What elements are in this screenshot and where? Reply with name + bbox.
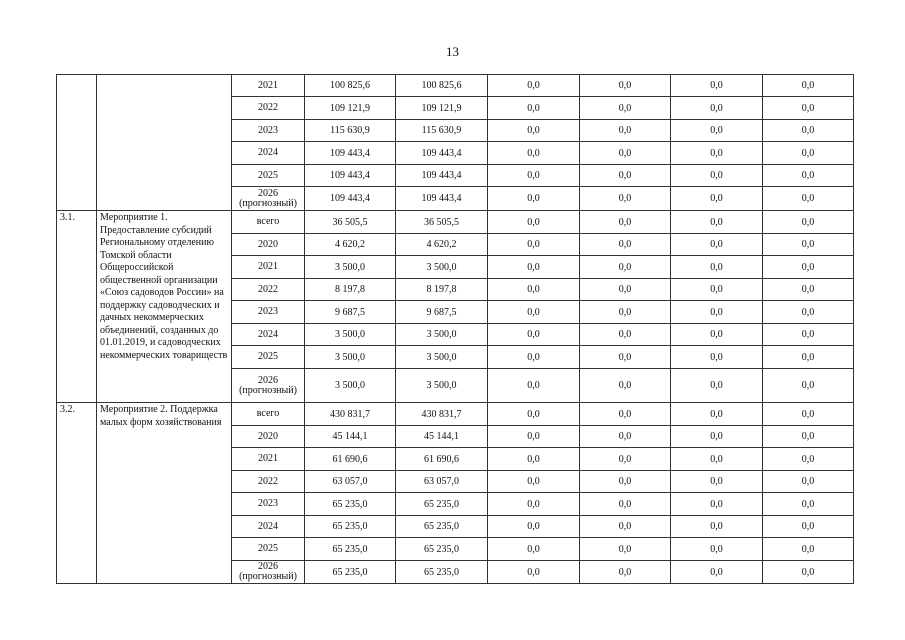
value-cell: 115 630,9 bbox=[396, 120, 488, 142]
value-cell: 0,0 bbox=[488, 211, 580, 234]
value-cell: 0,0 bbox=[488, 256, 580, 279]
table-row bbox=[57, 211, 854, 234]
year-cell: 2023 bbox=[232, 120, 305, 142]
value-cell: 0,0 bbox=[763, 426, 854, 448]
value-cell: 9 687,5 bbox=[305, 301, 396, 324]
value-cell: 0,0 bbox=[671, 369, 763, 403]
value-cell: 3 500,0 bbox=[305, 369, 396, 403]
value-cell: 3 500,0 bbox=[396, 324, 488, 346]
value-cell: 0,0 bbox=[488, 234, 580, 256]
value-cell: 109 121,9 bbox=[396, 97, 488, 120]
value-cell: 0,0 bbox=[671, 448, 763, 471]
year-cell: 2021 bbox=[232, 75, 305, 97]
value-cell: 3 500,0 bbox=[396, 256, 488, 279]
value-cell: 0,0 bbox=[671, 538, 763, 561]
year-cell: 2026 (прогнозный) bbox=[232, 369, 305, 403]
value-cell: 0,0 bbox=[671, 561, 763, 584]
value-cell: 0,0 bbox=[488, 142, 580, 165]
value-cell: 63 057,0 bbox=[396, 471, 488, 493]
value-cell: 36 505,5 bbox=[396, 211, 488, 234]
value-cell: 4 620,2 bbox=[305, 234, 396, 256]
value-cell: 0,0 bbox=[763, 187, 854, 211]
value-cell: 0,0 bbox=[580, 234, 671, 256]
value-cell: 3 500,0 bbox=[305, 324, 396, 346]
value-cell: 0,0 bbox=[488, 493, 580, 516]
year-cell: 2020 bbox=[232, 234, 305, 256]
value-cell: 65 235,0 bbox=[305, 516, 396, 538]
year-cell: 2022 bbox=[232, 471, 305, 493]
value-cell: 0,0 bbox=[580, 187, 671, 211]
value-cell: 0,0 bbox=[488, 516, 580, 538]
value-cell: 0,0 bbox=[488, 301, 580, 324]
value-cell: 45 144,1 bbox=[396, 426, 488, 448]
year-cell: 2024 bbox=[232, 516, 305, 538]
value-cell: 0,0 bbox=[671, 279, 763, 301]
value-cell: 0,0 bbox=[580, 301, 671, 324]
section-description bbox=[97, 75, 232, 211]
value-cell: 0,0 bbox=[763, 301, 854, 324]
value-cell: 0,0 bbox=[671, 324, 763, 346]
value-cell: 100 825,6 bbox=[396, 75, 488, 97]
value-cell: 0,0 bbox=[671, 403, 763, 426]
value-cell: 0,0 bbox=[488, 538, 580, 561]
value-cell: 109 443,4 bbox=[396, 165, 488, 187]
year-cell: 2025 bbox=[232, 346, 305, 369]
value-cell: 0,0 bbox=[763, 97, 854, 120]
section-code: 3.2. bbox=[57, 403, 97, 584]
value-cell: 0,0 bbox=[763, 471, 854, 493]
value-cell: 0,0 bbox=[671, 256, 763, 279]
year-cell: 2026 (прогнозный) bbox=[232, 561, 305, 584]
value-cell: 0,0 bbox=[763, 448, 854, 471]
value-cell: 0,0 bbox=[671, 493, 763, 516]
value-cell: 0,0 bbox=[580, 97, 671, 120]
year-cell: 2023 bbox=[232, 493, 305, 516]
value-cell: 0,0 bbox=[488, 279, 580, 301]
value-cell: 0,0 bbox=[671, 75, 763, 97]
value-cell: 45 144,1 bbox=[305, 426, 396, 448]
value-cell: 0,0 bbox=[580, 279, 671, 301]
value-cell: 0,0 bbox=[488, 324, 580, 346]
year-cell: всего bbox=[232, 211, 305, 234]
value-cell: 0,0 bbox=[580, 426, 671, 448]
value-cell: 0,0 bbox=[671, 187, 763, 211]
value-cell: 0,0 bbox=[763, 142, 854, 165]
value-cell: 3 500,0 bbox=[396, 346, 488, 369]
value-cell: 0,0 bbox=[488, 97, 580, 120]
section-description: Мероприятие 2. Поддержка малых форм хозяйствования bbox=[97, 403, 232, 584]
value-cell: 0,0 bbox=[671, 234, 763, 256]
value-cell: 0,0 bbox=[580, 538, 671, 561]
value-cell: 109 121,9 bbox=[305, 97, 396, 120]
table-row bbox=[57, 403, 854, 426]
value-cell: 0,0 bbox=[580, 369, 671, 403]
value-cell: 9 687,5 bbox=[396, 301, 488, 324]
value-cell: 0,0 bbox=[763, 493, 854, 516]
value-cell: 0,0 bbox=[580, 403, 671, 426]
value-cell: 0,0 bbox=[580, 142, 671, 165]
value-cell: 0,0 bbox=[763, 234, 854, 256]
value-cell: 100 825,6 bbox=[305, 75, 396, 97]
value-cell: 0,0 bbox=[763, 403, 854, 426]
value-cell: 0,0 bbox=[671, 471, 763, 493]
value-cell: 65 235,0 bbox=[305, 561, 396, 584]
value-cell: 109 443,4 bbox=[305, 142, 396, 165]
value-cell: 65 235,0 bbox=[305, 538, 396, 561]
table-row bbox=[57, 75, 854, 97]
value-cell: 0,0 bbox=[671, 426, 763, 448]
section-description: Мероприятие 1. Предоставление субсидий Региональному отделению Томской области Общероссийской общественной организации «Союз садоводов России» на поддержку садоводческих и дачных некоммерческих объединений, созданных до 01.01.2019, и садоводческих некоммерческих товариществ bbox=[97, 211, 232, 403]
value-cell: 0,0 bbox=[763, 346, 854, 369]
year-cell: 2021 bbox=[232, 448, 305, 471]
value-cell: 0,0 bbox=[580, 120, 671, 142]
value-cell: 0,0 bbox=[580, 211, 671, 234]
value-cell: 0,0 bbox=[763, 211, 854, 234]
value-cell: 0,0 bbox=[488, 403, 580, 426]
year-cell: 2025 bbox=[232, 165, 305, 187]
value-cell: 65 235,0 bbox=[305, 493, 396, 516]
value-cell: 0,0 bbox=[580, 561, 671, 584]
budget-table bbox=[56, 74, 854, 584]
value-cell: 430 831,7 bbox=[305, 403, 396, 426]
value-cell: 0,0 bbox=[763, 369, 854, 403]
value-cell: 61 690,6 bbox=[396, 448, 488, 471]
section-code: 3.1. bbox=[57, 211, 97, 403]
value-cell: 0,0 bbox=[671, 516, 763, 538]
value-cell: 0,0 bbox=[580, 448, 671, 471]
value-cell: 0,0 bbox=[488, 471, 580, 493]
table-body bbox=[57, 75, 854, 584]
year-cell: 2020 bbox=[232, 426, 305, 448]
value-cell: 0,0 bbox=[671, 97, 763, 120]
year-cell: 2025 bbox=[232, 538, 305, 561]
year-cell: 2022 bbox=[232, 97, 305, 120]
value-cell: 0,0 bbox=[580, 324, 671, 346]
value-cell: 0,0 bbox=[488, 426, 580, 448]
value-cell: 0,0 bbox=[671, 211, 763, 234]
value-cell: 0,0 bbox=[488, 187, 580, 211]
year-cell: 2024 bbox=[232, 142, 305, 165]
value-cell: 0,0 bbox=[580, 256, 671, 279]
value-cell: 0,0 bbox=[671, 142, 763, 165]
value-cell: 0,0 bbox=[488, 448, 580, 471]
value-cell: 0,0 bbox=[763, 538, 854, 561]
value-cell: 3 500,0 bbox=[396, 369, 488, 403]
value-cell: 0,0 bbox=[580, 516, 671, 538]
value-cell: 0,0 bbox=[763, 324, 854, 346]
value-cell: 0,0 bbox=[671, 165, 763, 187]
value-cell: 36 505,5 bbox=[305, 211, 396, 234]
value-cell: 0,0 bbox=[671, 346, 763, 369]
value-cell: 0,0 bbox=[488, 346, 580, 369]
value-cell: 0,0 bbox=[671, 120, 763, 142]
value-cell: 0,0 bbox=[488, 561, 580, 584]
value-cell: 63 057,0 bbox=[305, 471, 396, 493]
value-cell: 65 235,0 bbox=[396, 493, 488, 516]
value-cell: 0,0 bbox=[763, 75, 854, 97]
page-number: 13 bbox=[446, 44, 459, 59]
value-cell: 8 197,8 bbox=[305, 279, 396, 301]
year-cell: всего bbox=[232, 403, 305, 426]
value-cell: 0,0 bbox=[580, 471, 671, 493]
value-cell: 109 443,4 bbox=[396, 187, 488, 211]
value-cell: 0,0 bbox=[580, 493, 671, 516]
value-cell: 3 500,0 bbox=[305, 346, 396, 369]
value-cell: 0,0 bbox=[763, 279, 854, 301]
value-cell: 65 235,0 bbox=[396, 516, 488, 538]
value-cell: 0,0 bbox=[580, 75, 671, 97]
value-cell: 0,0 bbox=[763, 120, 854, 142]
year-cell: 2024 bbox=[232, 324, 305, 346]
value-cell: 0,0 bbox=[671, 301, 763, 324]
value-cell: 0,0 bbox=[488, 120, 580, 142]
value-cell: 4 620,2 bbox=[396, 234, 488, 256]
value-cell: 0,0 bbox=[488, 369, 580, 403]
value-cell: 8 197,8 bbox=[396, 279, 488, 301]
value-cell: 65 235,0 bbox=[396, 538, 488, 561]
value-cell: 0,0 bbox=[580, 165, 671, 187]
value-cell: 61 690,6 bbox=[305, 448, 396, 471]
year-cell: 2021 bbox=[232, 256, 305, 279]
value-cell: 0,0 bbox=[488, 165, 580, 187]
year-cell: 2026 (прогнозный) bbox=[232, 187, 305, 211]
year-cell: 2023 bbox=[232, 301, 305, 324]
value-cell: 3 500,0 bbox=[305, 256, 396, 279]
value-cell: 115 630,9 bbox=[305, 120, 396, 142]
value-cell: 109 443,4 bbox=[305, 187, 396, 211]
value-cell: 0,0 bbox=[763, 165, 854, 187]
value-cell: 0,0 bbox=[763, 516, 854, 538]
value-cell: 0,0 bbox=[763, 561, 854, 584]
value-cell: 430 831,7 bbox=[396, 403, 488, 426]
section-code bbox=[57, 75, 97, 211]
value-cell: 109 443,4 bbox=[305, 165, 396, 187]
value-cell: 109 443,4 bbox=[396, 142, 488, 165]
value-cell: 65 235,0 bbox=[396, 561, 488, 584]
year-cell: 2022 bbox=[232, 279, 305, 301]
value-cell: 0,0 bbox=[763, 256, 854, 279]
value-cell: 0,0 bbox=[488, 75, 580, 97]
value-cell: 0,0 bbox=[580, 346, 671, 369]
